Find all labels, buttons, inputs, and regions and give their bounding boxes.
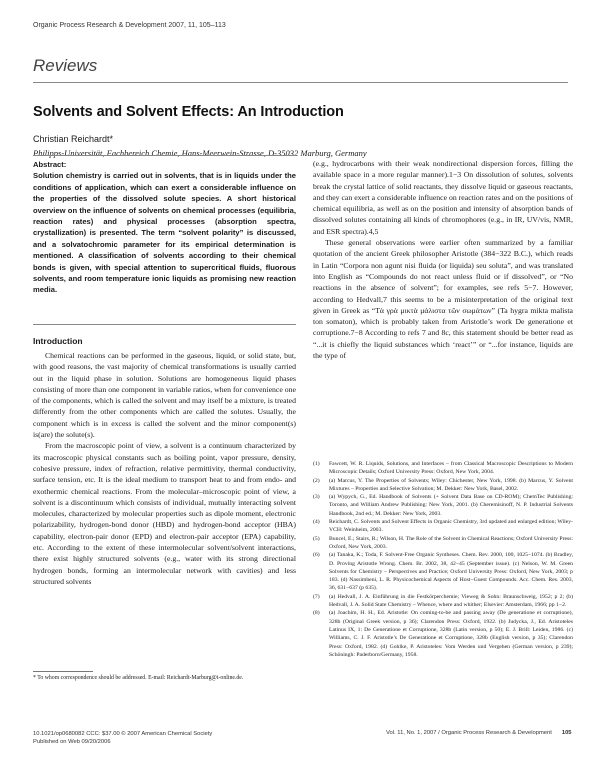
- body-paragraph: (e.g., hydrocarbons with their weak nondirectional dispersion forces, filling the available space in a more regular manner).1−3 On dissolution of solutes, solvents break the crystal lattice of solid reactants, they dissolve liquid or gaseous reactants, and they can exert a considerable influence on reaction rates and on the positions of chemical equilibria, as well as on the position and intensity of absorption bands of dissolved solutes containing all kinds of chromophores (e.g., in IR, UV/vis, NMR, and ESR spectra).4,5: [313, 159, 573, 236]
- reference-item: (7) (a) Hedvall, J. A. Einführung in die Festkörperchemie; Vieweg & Sohn: Braunschweig, 1952; p 2; (b) Hedvall, J. A. Solid State Chemistry – Whence, where and whither; Elsevier: Amsterdam, 1966; pp 1−2.: [313, 593, 573, 609]
- affiliation: Philipps-Universität, Fachbereich Chemie, Hans-Meerwein-Strasse, D-35032 Marburg, Germany: [33, 148, 367, 158]
- reference-item: (5) Buncel, E.; Stairs, R.; Wilson, H. The Role of the Solvent in Chemical Reactions; Oxford University Press: Oxford, New York, 2003.: [313, 535, 573, 550]
- correspondence-footnote: * To whom correspondence should be addressed. E-mail: Reichardt-Marburg@t-online.de.: [33, 675, 244, 681]
- intro-paragraph: From the macroscopic point of view, a solvent is a continuum characterized by its macroscopic physical constants such as boiling point, vapor pressure, density, cohesive pressure, index of refraction, relative permittivity, thermal conductivity, surface tension, etc. It is the ideal medium to transport heat to and from endo- and exothermic chemical reactions. From the molecular–microscopic point of view, a solvent is a discontinuum which consists of individual, mutually interacting solvent molecules, characterized by molecular properties such as dipole moment, electronic polarizability, hydrogen-bond donor (HBD) and hydrogen-bond acceptor (HBA) capability, electron-pair donor (EPD) and electron-pair acceptor (EPA) capability, etc. According to the extent of these intermolecular solvent/solvent interactions, there exist highly structured solvents (e.g., water with its strong directional hydrogen bonds, forming an intermolecular network with cavities) and less structured solvents: [33, 441, 296, 586]
- doi-line: [33, 730, 212, 747]
- intro-paragraph: Chemical reactions can be performed in the gaseous, liquid, or solid state, but, with good reasons, the vast majority of chemical transformations is usually carried out in the liquid phase in solution. Solutions are homogeneous liquid phases consisting of more than one component in variable ratios, when for convenience one of the components, which is called the solvent and may itself be a mixture, is treated differently from the other components which are called the solutes. Usually, the component which is in excess is called the solvent and the minor component(s) is(are) the solute(s).: [33, 351, 296, 440]
- article-title: Solvents and Solvent Effects: An Introduction: [33, 104, 344, 120]
- journal-footer-text: Vol. 11, No. 1, 2007 / Organic Process Research & Development: [386, 730, 552, 736]
- header-rule: [33, 82, 568, 83]
- reference-item: (4) Reichardt, C. Solvents and Solvent Effects in Organic Chemistry, 3rd updated and enlarged edition; Wiley-VCH: Weinheim, 2003.: [313, 519, 573, 534]
- abstract-text: Solution chemistry is carried out in solvents, that is in liquids under the conditions of application, which can exert a considerable influence on the properties of the dissolved solute species. A short historical overview on the influence of solvents on chemical processes (equilibria, reaction rates) and physical processes (absorption spectra, crystallization) is presented. The term “solvent polarity” is discussed, and a solvatochromic parameter for its empirical determination is mentioned. A classification of solvents according to their chemical bonds is given, with special attention to supercritical fluids, fluorous solvents, and room temperature ionic liquids as promising new reaction media.: [33, 171, 296, 295]
- journal-footer: [386, 730, 572, 736]
- doi-text: 10.1021/op0680082 CCC: $37.00 © 2007 American Chemical Society: [33, 731, 213, 737]
- text-column-right: [313, 158, 573, 361]
- footnote-rule: [33, 671, 93, 672]
- author: Christian Reichardt*: [33, 134, 114, 144]
- abstract: [33, 155, 296, 325]
- reference-item: (8) (a) Joachim, H. H., Ed. Aristotle: On coming-to-be and passing away (De generatione et corruptione), 328b (Original Greek version, p 36); Clarendon Press: Oxford, 1922. (b) Judycka, J., Ed. Aristoteles Latinus IX, 1: De Generatione et Corruptione, 328b (Latin version, p 50); E. J. Brill: Leiden, 1986. (c) Williams, C. J. F. Aristotle’s De Generatione et Corruptione, 328b (English version, p 35); Clarendon Press: Oxford, 1982. (d) Gohlke, P. Aristoteles: Vom Werden und Vergehen (German version, p 239); Schöningh: Paderborn/Germany, 1958.: [313, 610, 573, 658]
- section-heading-introduction: Introduction: [33, 336, 83, 346]
- published-date: Published on Web 09/20/2006: [33, 739, 111, 746]
- intro-column-left: [33, 350, 296, 587]
- reference-item: (6) (a) Tanaka, K.; Toda, F. Solvent-Free Organic Syntheses. Chem. Rev. 2000, 100, 1025−1074. (b) Bradley, D. Proving Aristotle Wrong. Chem. Br. 2002, 38, 42−45 (September issue). (c) Nelson, W. M. Green Solvents for Chemistry – Perspectives and Practice; Oxford University Press: Oxford, New York, 2003; p 183. (d) Nassimbeni, L. R. Physicochemical Aspects of Host−Guest Compounds. Acc. Chem. Res. 2003, 36, 631−637 (p 635).: [313, 552, 573, 592]
- reference-item: (3) (a) Wypych, G., Ed. Handbook of Solvents (+ Solvent Data Base on CD-ROM); ChemTec Publishing: Toronto, and William Andrew Publishing: New York, 2001. (b) Cheremisinoff, N. P. Industrial Solvents Handbook, 2nd ed.; M. Dekker: New York, 2003.: [313, 494, 573, 517]
- reference-item: (2) (a) Marcus, Y. The Properties of Solvents; Wiley: Chichester, New York, 1998. (b) Marcus, Y. Solvent Mixtures – Properties and Selective Solvation; M. Dekker: New York, Basel, 2002.: [313, 477, 573, 492]
- journal-header: Organic Process Research & Development 2007, 11, 105–113: [33, 22, 226, 29]
- references-list: [313, 460, 573, 659]
- reference-item: (1) Fawcett, W. R. Liquids, Solutions, and Interfaces – from Classical Macroscopic Descriptions to Modern Microscopic Details; Oxford University Press: Oxford, New York, 2004.: [313, 461, 573, 476]
- page-number: 105: [561, 730, 572, 736]
- abstract-heading: Abstract:: [33, 160, 67, 169]
- section-label: Reviews: [33, 56, 98, 75]
- body-paragraph: These general observations were earlier often summarized by a familiar quotation of the ancient Greek philosopher Aristotle (384−322 B.C.), which reads in Latin “Corpora non agunt nisi fluida (or liquida) seu soluta”, and was translated into English as “Compounds do not react unless fluid or if dissolved”, or “No reactions in the absence of solvent”; for examples, see refs 5−7. However, according to Hedvall,7 this seems to be a misinterpretation of the original text given in Greek as “Τὰ γρὰ μικτὰ μάλιστα τῶν σωμάτων” (Ta hygra mikta malista ton somaton), which is probably taken from Aristotle’s work De generatione et corruptione.7−8 According to refs 7 and 8c, this statement should be better read as “...it is chiefly the liquid substances which ‘react’” or “...for instance, liquids are the type of: [313, 238, 573, 361]
